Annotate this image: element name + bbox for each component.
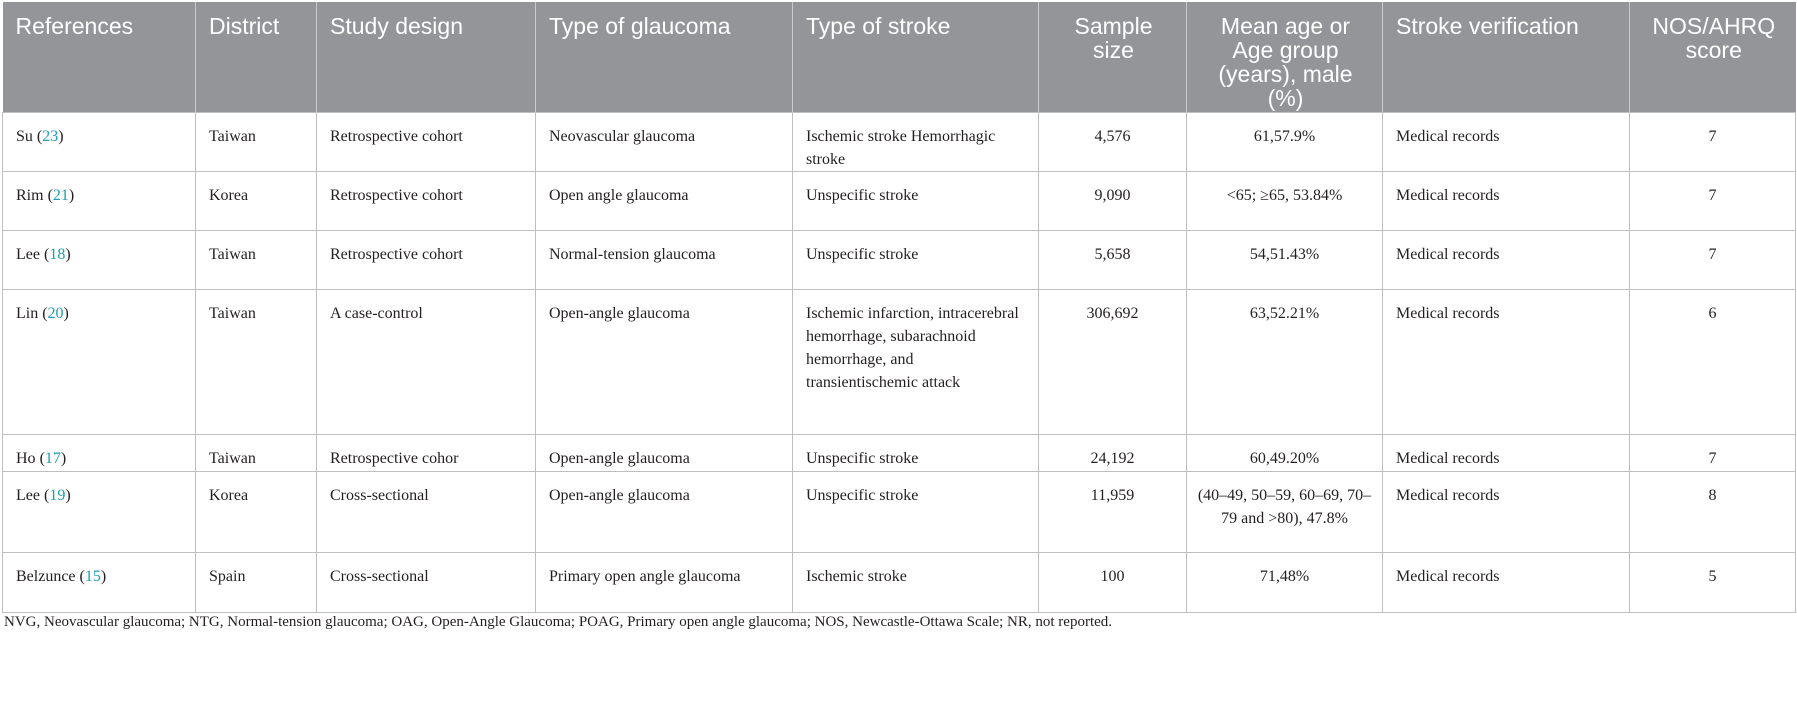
cell-sample-size: 5,658 bbox=[1039, 230, 1187, 289]
author-name: Lee bbox=[16, 245, 40, 263]
header-district: District bbox=[196, 2, 317, 112]
cell-district: Taiwan bbox=[196, 289, 317, 434]
cell-score: 8 bbox=[1630, 471, 1796, 552]
table-row bbox=[3, 230, 1796, 289]
table-footnote: NVG, Neovascular glaucoma; NTG, Normal-tension glaucoma; OAG, Open-Angle Glaucoma; POAG, Primary open angle glaucoma; NOS, Newcastle-Ottawa Scale; NR, not reported. bbox=[4, 614, 1113, 630]
cell-glaucoma-type: Open angle glaucoma bbox=[536, 171, 793, 230]
cell-glaucoma-type: Open-angle glaucoma bbox=[536, 471, 793, 552]
cell-glaucoma-type: Open-angle glaucoma bbox=[536, 434, 793, 471]
cell-sample-size: 100 bbox=[1039, 552, 1187, 612]
cell-sample-size: 4,576 bbox=[1039, 112, 1187, 171]
header-type-of-glaucoma: Type of glaucoma bbox=[536, 2, 793, 112]
header-nos-score: NOS/AHRQ score bbox=[1630, 2, 1796, 112]
cell-study-design: Retrospective cohort bbox=[317, 171, 536, 230]
cell-reference: Lee (18) bbox=[3, 230, 196, 289]
cell-mean-age: 54,51.43% bbox=[1187, 230, 1383, 289]
header-row bbox=[3, 2, 1796, 112]
cell-reference: Rim (21) bbox=[3, 171, 196, 230]
cell-score: 7 bbox=[1630, 434, 1796, 471]
table-row bbox=[3, 171, 1796, 230]
reference-link[interactable]: 18 bbox=[49, 245, 66, 263]
cell-stroke-type: Unspecific stroke bbox=[793, 230, 1039, 289]
cell-reference: Belzunce (15) bbox=[3, 552, 196, 612]
cell-score: 7 bbox=[1630, 112, 1796, 171]
cell-stroke-verification: Medical records bbox=[1383, 289, 1630, 434]
cell-stroke-verification: Medical records bbox=[1383, 112, 1630, 171]
cell-glaucoma-type: Primary open angle glaucoma bbox=[536, 552, 793, 612]
cell-stroke-verification: Medical records bbox=[1383, 171, 1630, 230]
cell-study-design: Cross-sectional bbox=[317, 552, 536, 612]
cell-score: 6 bbox=[1630, 289, 1796, 434]
cell-study-design: Retrospective cohort bbox=[317, 112, 536, 171]
author-name: Ho bbox=[16, 449, 36, 467]
cell-stroke-type: Ischemic stroke Hemorrhagic stroke bbox=[793, 112, 1039, 171]
cell-study-design: Retrospective cohor bbox=[317, 434, 536, 471]
cell-study-design: Cross-sectional bbox=[317, 471, 536, 552]
header-sample-size: Sample size bbox=[1039, 2, 1187, 112]
cell-stroke-verification: Medical records bbox=[1383, 434, 1630, 471]
cell-score: 5 bbox=[1630, 552, 1796, 612]
cell-mean-age: 63,52.21% bbox=[1187, 289, 1383, 434]
cell-reference: Lee (19) bbox=[3, 471, 196, 552]
table-header bbox=[3, 2, 1796, 112]
table-row bbox=[3, 434, 1796, 471]
cell-stroke-verification: Medical records bbox=[1383, 230, 1630, 289]
cell-district: Taiwan bbox=[196, 230, 317, 289]
cell-sample-size: 11,959 bbox=[1039, 471, 1187, 552]
cell-stroke-type: Ischemic stroke bbox=[793, 552, 1039, 612]
cell-district: Korea bbox=[196, 171, 317, 230]
cell-glaucoma-type: Open-angle glaucoma bbox=[536, 289, 793, 434]
cell-score: 7 bbox=[1630, 230, 1796, 289]
header-mean-age: Mean age or Age group (years), male (%) bbox=[1187, 2, 1383, 112]
cell-study-design: Retrospective cohort bbox=[317, 230, 536, 289]
cell-district: Taiwan bbox=[196, 434, 317, 471]
cell-reference: Lin (20) bbox=[3, 289, 196, 434]
reference-link[interactable]: 19 bbox=[49, 486, 66, 504]
cell-mean-age: 71,48% bbox=[1187, 552, 1383, 612]
author-name: Lee bbox=[16, 486, 40, 504]
header-type-of-stroke: Type of stroke bbox=[793, 2, 1039, 112]
cell-mean-age: (40–49, 50–59, 60–69, 70–79 and >80), 47.8% bbox=[1187, 471, 1383, 552]
cell-stroke-type: Unspecific stroke bbox=[793, 434, 1039, 471]
cell-glaucoma-type: Neovascular glaucoma bbox=[536, 112, 793, 171]
cell-sample-size: 9,090 bbox=[1039, 171, 1187, 230]
cell-stroke-type: Unspecific stroke bbox=[793, 171, 1039, 230]
author-name: Su bbox=[16, 127, 33, 145]
cell-stroke-verification: Medical records bbox=[1383, 471, 1630, 552]
cell-sample-size: 306,692 bbox=[1039, 289, 1187, 434]
author-name: Rim bbox=[16, 186, 44, 204]
cell-district: Taiwan bbox=[196, 112, 317, 171]
reference-link[interactable]: 21 bbox=[52, 186, 69, 204]
cell-district: Spain bbox=[196, 552, 317, 612]
reference-link[interactable]: 20 bbox=[47, 304, 64, 322]
cell-district: Korea bbox=[196, 471, 317, 552]
author-name: Lin bbox=[16, 304, 39, 322]
cell-mean-age: 60,49.20% bbox=[1187, 434, 1383, 471]
table-row bbox=[3, 112, 1796, 171]
header-stroke-verification: Stroke verification bbox=[1383, 2, 1630, 112]
cell-reference: Ho (17) bbox=[3, 434, 196, 471]
cell-glaucoma-type: Normal-tension glaucoma bbox=[536, 230, 793, 289]
cell-score: 7 bbox=[1630, 171, 1796, 230]
cell-mean-age: 61,57.9% bbox=[1187, 112, 1383, 171]
table-row bbox=[3, 289, 1796, 434]
table-row bbox=[3, 552, 1796, 612]
table-row bbox=[3, 471, 1796, 552]
cell-stroke-type: Unspecific stroke bbox=[793, 471, 1039, 552]
cell-mean-age: <65; ≥65, 53.84% bbox=[1187, 171, 1383, 230]
header-references: References bbox=[3, 2, 196, 112]
reference-link[interactable]: 15 bbox=[84, 567, 101, 585]
studies-table bbox=[2, 2, 1796, 613]
header-study-design: Study design bbox=[317, 2, 536, 112]
table-body bbox=[3, 112, 1796, 612]
reference-link[interactable]: 23 bbox=[42, 127, 59, 145]
cell-reference: Su (23) bbox=[3, 112, 196, 171]
cell-sample-size: 24,192 bbox=[1039, 434, 1187, 471]
reference-link[interactable]: 17 bbox=[44, 449, 61, 467]
cell-stroke-type: Ischemic infarction, intracerebral hemorrhage, subarachnoid hemorrhage, and transientischemic attack bbox=[793, 289, 1039, 434]
cell-study-design: A case-control bbox=[317, 289, 536, 434]
cell-stroke-verification: Medical records bbox=[1383, 552, 1630, 612]
author-name: Belzunce bbox=[16, 567, 76, 585]
